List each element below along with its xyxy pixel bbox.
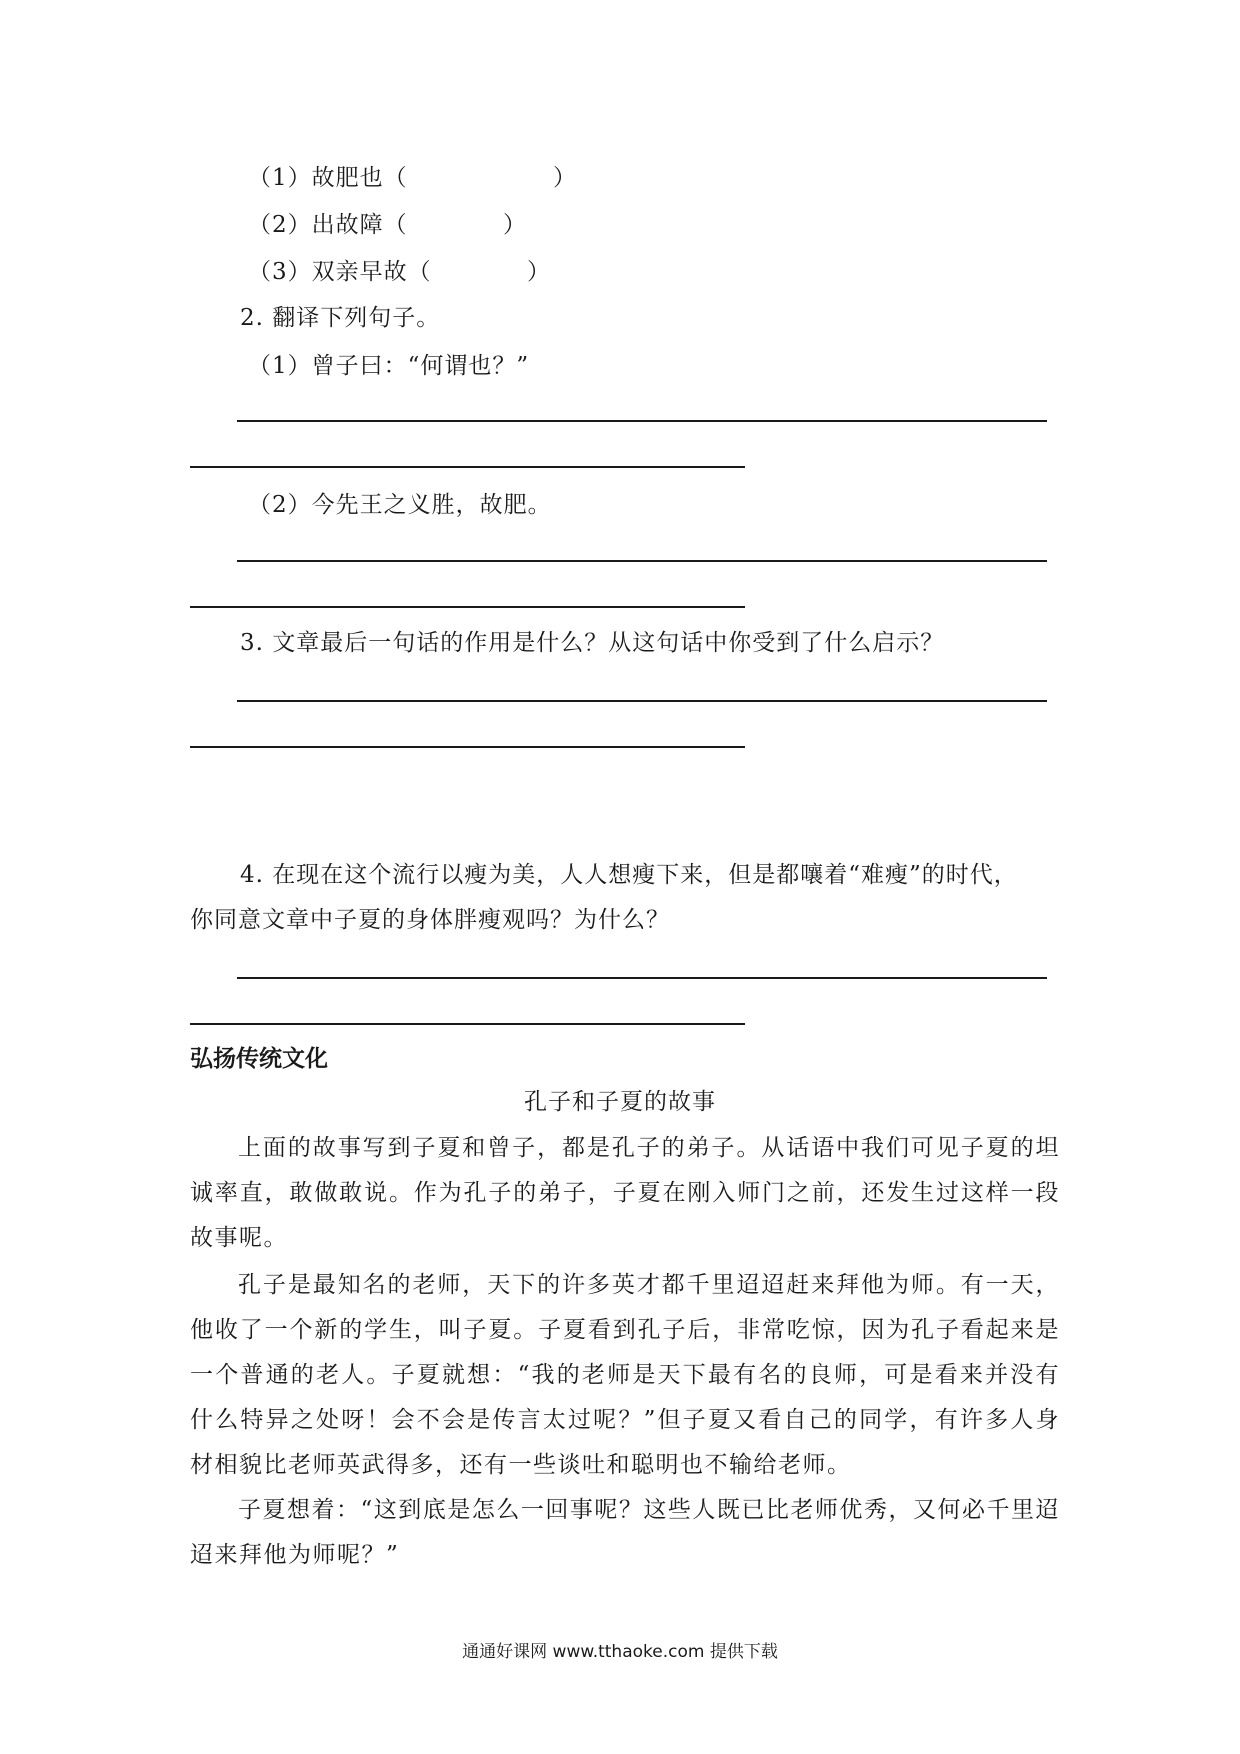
q2-prompt: 2. 翻译下列句子。 <box>240 305 441 331</box>
q2-sub2-answer-line-1 <box>237 560 1047 562</box>
story-paragraph-3: 子夏想着：“这到底是怎么一回事呢？这些人既已比老师优秀，又何必千里迢迢来拜他为师呢？” <box>190 1497 1060 1568</box>
q1-item-2-label: （2）出故障（ <box>248 212 408 238</box>
q1-item-2 <box>248 210 408 240</box>
q1-item-1-label: （1）故肥也（ <box>248 165 408 191</box>
q2-sub1-answer-line-1 <box>237 420 1047 422</box>
q3-prompt: 3. 文章最后一句话的作用是什么？从这句话中你受到了什么启示？ <box>240 630 945 656</box>
q4-line-1: 4. 在现在这个流行以瘦为美，人人想瘦下来，但是都嚷着“难瘦”的时代， <box>240 862 1018 888</box>
q1-item-1 <box>248 163 408 193</box>
q4-line-2: 你同意文章中子夏的身体胖瘦观吗？为什么？ <box>190 907 670 933</box>
q1-item-3-close: ） <box>527 259 551 285</box>
footer-credit: 通通好课网 www.tthaoke.com 提供下载 <box>462 1642 778 1662</box>
q4-answer-line-1 <box>237 977 1047 979</box>
q2-sub2: （2）今先王之义胜，故肥。 <box>248 492 552 518</box>
story-paragraph-1: 上面的故事写到子夏和曾子，都是孔子的弟子。从话语中我们可见子夏的坦诚率直，敢做敢说。作为孔子的弟子，子夏在刚入师门之前，还发生过这样一段故事呢。 <box>190 1135 1060 1251</box>
q2-sub2-answer-line-2 <box>190 606 745 608</box>
story-paragraph-2: 孔子是最知名的老师，天下的许多英才都千里迢迢赶来拜他为师。有一天，他收了一个新的学生，叫子夏。子夏看到孔子后，非常吃惊，因为孔子看起来是一个普通的老人。子夏就想：“我的老师是天下最有名的良师，可是看来并没有什么特异之处呀！会不会是传言太过呢？”但子夏又看自己的同学，有许多人身材相貌比老师英武得多，还有一些谈吐和聪明也不输给老师。 <box>190 1272 1060 1478</box>
q3-answer-line-1 <box>237 700 1047 702</box>
story-title: 孔子和子夏的故事 <box>524 1089 716 1115</box>
q2-sub1: （1）曾子曰：“何谓也？” <box>248 353 530 379</box>
q3-answer-line-2 <box>190 746 745 748</box>
q1-item-3 <box>248 257 432 287</box>
q1-item-1-close: ） <box>553 165 577 191</box>
section-heading: 弘扬传统文化 <box>190 1045 328 1072</box>
q1-item-2-close: ） <box>503 212 527 238</box>
q2-sub1-answer-line-2 <box>190 466 745 468</box>
q1-item-3-label: （3）双亲早故（ <box>248 259 432 285</box>
q4-answer-line-2 <box>190 1023 745 1025</box>
